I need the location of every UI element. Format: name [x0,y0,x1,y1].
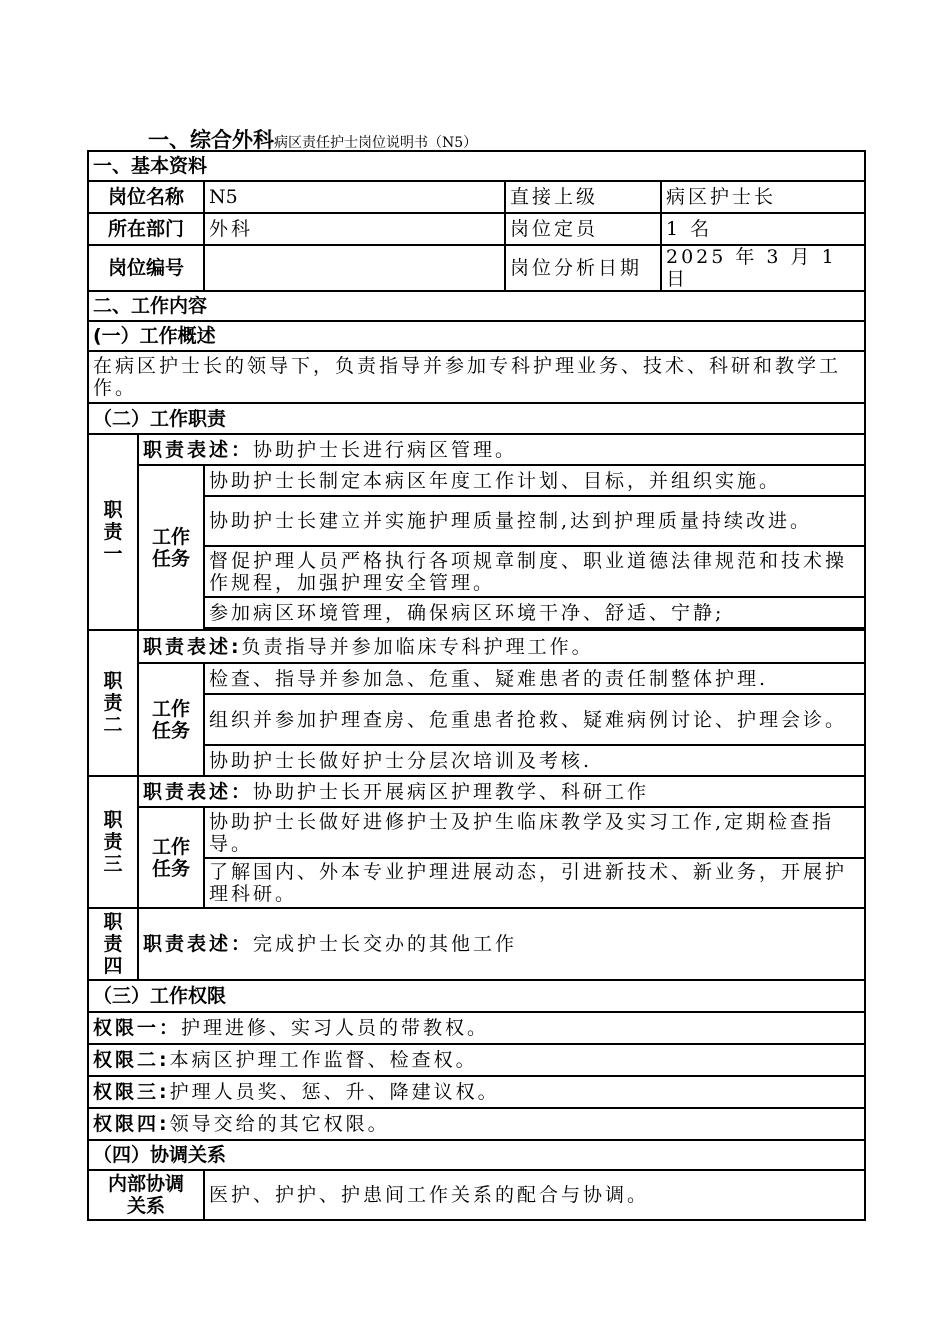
coordination-heading: （四）协调关系 [88,1140,865,1170]
analysis-date-value: 2025 年 3 月 1 日 [661,245,865,291]
internal-coordination-text: 医护、护护、护患间工作关系的配合与协调。 [204,1170,865,1220]
duty-3-label: 职 责 三 [88,776,138,908]
section-basic-heading: 一、基本资料 [88,151,865,181]
section-content-row [88,291,865,321]
basic-info-row [88,181,865,213]
headcount-label: 岗位定员 [505,213,661,245]
duty-task-row [88,597,865,628]
authority-item: 权限三:护理人员奖、惩、升、降建议权。 [88,1076,865,1108]
duty-1-task: 参加病区环境管理，确保病区环境干净、舒适、宁静; [204,597,865,628]
authority-row [88,1012,865,1044]
position-name-label: 岗位名称 [88,181,204,213]
basic-info-row [88,245,865,291]
duty-2-statement: 职责表述:负责指导并参加临床专科护理工作。 [138,630,865,663]
duties-heading: （二）工作职责 [88,403,865,434]
title-sub: 病区责任护士岗位说明书（N5） [274,135,478,151]
authority-item: 权限二:本病区护理工作监督、检查权。 [88,1044,865,1076]
duty-3-task: 了解国内、外本专业护理进展动态，引进新技术、新业务，开展护理科研。 [204,858,865,908]
duty-task-row [88,663,865,694]
department-value: 外科 [204,213,505,245]
department-label: 所在部门 [88,213,204,245]
duty-task-row [88,807,865,858]
authority-heading: （三）工作权限 [88,980,865,1012]
duty-row [88,434,865,465]
supervisor-label: 直接上级 [505,181,661,213]
authority-row [88,1108,865,1140]
duty-3-statement: 职责表述：协助护士长开展病区护理教学、科研工作 [138,776,865,807]
duty-2-label: 职 责 二 [88,630,138,776]
duty-row [88,908,865,980]
duty-task-row [88,858,865,908]
position-name-value: N5 [204,181,505,213]
basic-info-row [88,213,865,245]
duty-2-task-label: 工作 任务 [138,663,204,776]
job-description-table [87,150,866,1221]
authority-item: 权限一：护理进修、实习人员的带教权。 [88,1012,865,1044]
duty-2-task: 组织并参加护理查房、危重患者抢救、疑难病例讨论、护理会诊。 [204,694,865,745]
authority-item: 权限四:领导交给的其它权限。 [88,1108,865,1140]
duty-row [88,776,865,807]
duty-4-statement: 职责表述：完成护士长交办的其他工作 [138,908,865,980]
authority-row [88,1076,865,1108]
duty-task-row [88,546,865,597]
duty-task-row [88,465,865,496]
duty-4-label: 职 责 四 [88,908,138,980]
duty-1-task: 督促护理人员严格执行各项规章制度、职业道德法律规范和技术操作规程，加强护理安全管理。 [204,546,865,597]
coordination-row [88,1170,865,1220]
overview-text: 在病区护士长的领导下，负责指导并参加专科护理业务、技术、科研和教学工作。 [88,351,865,403]
duty-task-row [88,745,865,776]
section-basic-row [88,151,865,181]
overview-heading-row [88,321,865,351]
duty-1-task: 协助护士长建立并实施护理质量控制,达到护理质量持续改进。 [204,496,865,546]
overview-text-row [88,351,865,403]
duties-heading-row [88,403,865,434]
title-main: 一、综合外科 [148,128,274,152]
internal-coordination-label: 内部协调 关系 [88,1170,204,1220]
duty-1-task-label: 工作 任务 [138,465,204,630]
supervisor-value: 病区护士长 [661,181,865,213]
duty-task-row [88,496,865,546]
authority-heading-row [88,980,865,1012]
coordination-heading-row [88,1140,865,1170]
duty-2-task: 检查、指导并参加急、危重、疑难患者的责任制整体护理. [204,663,865,694]
analysis-date-label: 岗位分析日期 [505,245,661,291]
overview-heading: (一）工作概述 [88,321,865,351]
position-code-label: 岗位编号 [88,245,204,291]
duty-3-task: 协助护士长做好进修护士及护生临床教学及实习工作,定期检查指导。 [204,807,865,858]
duty-row [88,630,865,663]
duty-task-row [88,694,865,745]
duty-1-task: 协助护士长制定本病区年度工作计划、目标，并组织实施。 [204,465,865,496]
section-content-heading: 二、工作内容 [88,291,865,321]
duty-1-label: 职 责 一 [88,434,138,630]
duty-1-statement: 职责表述：协助护士长进行病区管理。 [138,434,865,465]
duty-3-task-label: 工作 任务 [138,807,204,908]
authority-row [88,1044,865,1076]
position-code-value [204,245,505,291]
duty-2-task: 协助护士长做好护士分层次培训及考核. [204,745,865,776]
headcount-value: 1 名 [661,213,865,245]
